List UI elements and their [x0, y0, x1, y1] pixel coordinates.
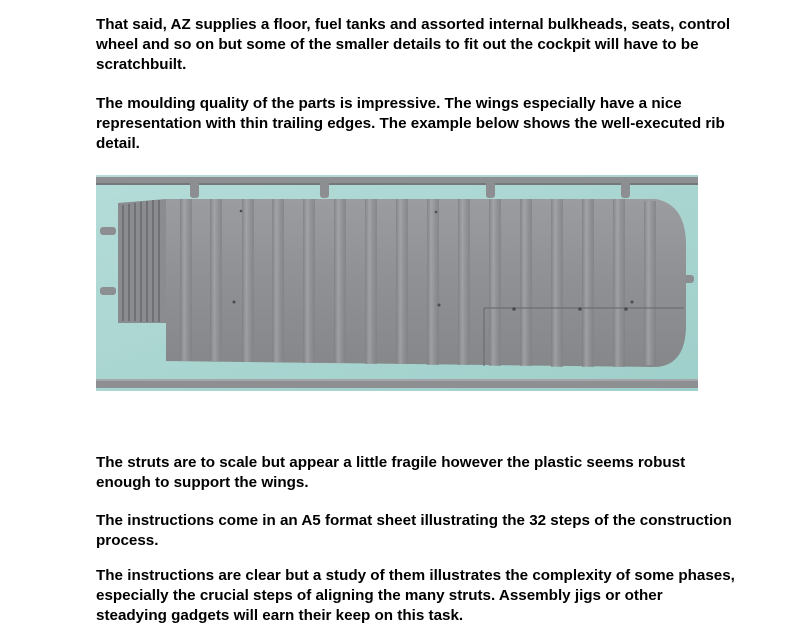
paragraph-instructions-complexity: The instructions are clear but a study of them illustrates the complexity of some phases, especially the crucial steps of aligning the many struts. Assembly jigs or other steadying gadgets will earn their keep on this task. — [96, 567, 735, 624]
wing-part — [118, 199, 686, 367]
paragraph-struts: The struts are to scale but appear a little fragile however the plastic seems robust enough to support the wings. — [96, 454, 686, 491]
paragraph-cockpit-parts: That said, AZ supplies a floor, fuel tanks and assorted internal bulkheads, seats, control wheel and so on but some of the smaller details to fit out the cockpit will have to be scratchbuilt. — [96, 16, 731, 73]
paragraph-instructions-format: The instructions come in an A5 format sheet illustrating the 32 steps of the construction process. — [96, 512, 732, 549]
paragraph-moulding-quality: The moulding quality of the parts is impressive. The wings especially have a nice representation with thin trailing edges. The example below shows the well-executed rib detail. — [96, 95, 725, 152]
wing-rib-detail-photo — [96, 175, 698, 391]
